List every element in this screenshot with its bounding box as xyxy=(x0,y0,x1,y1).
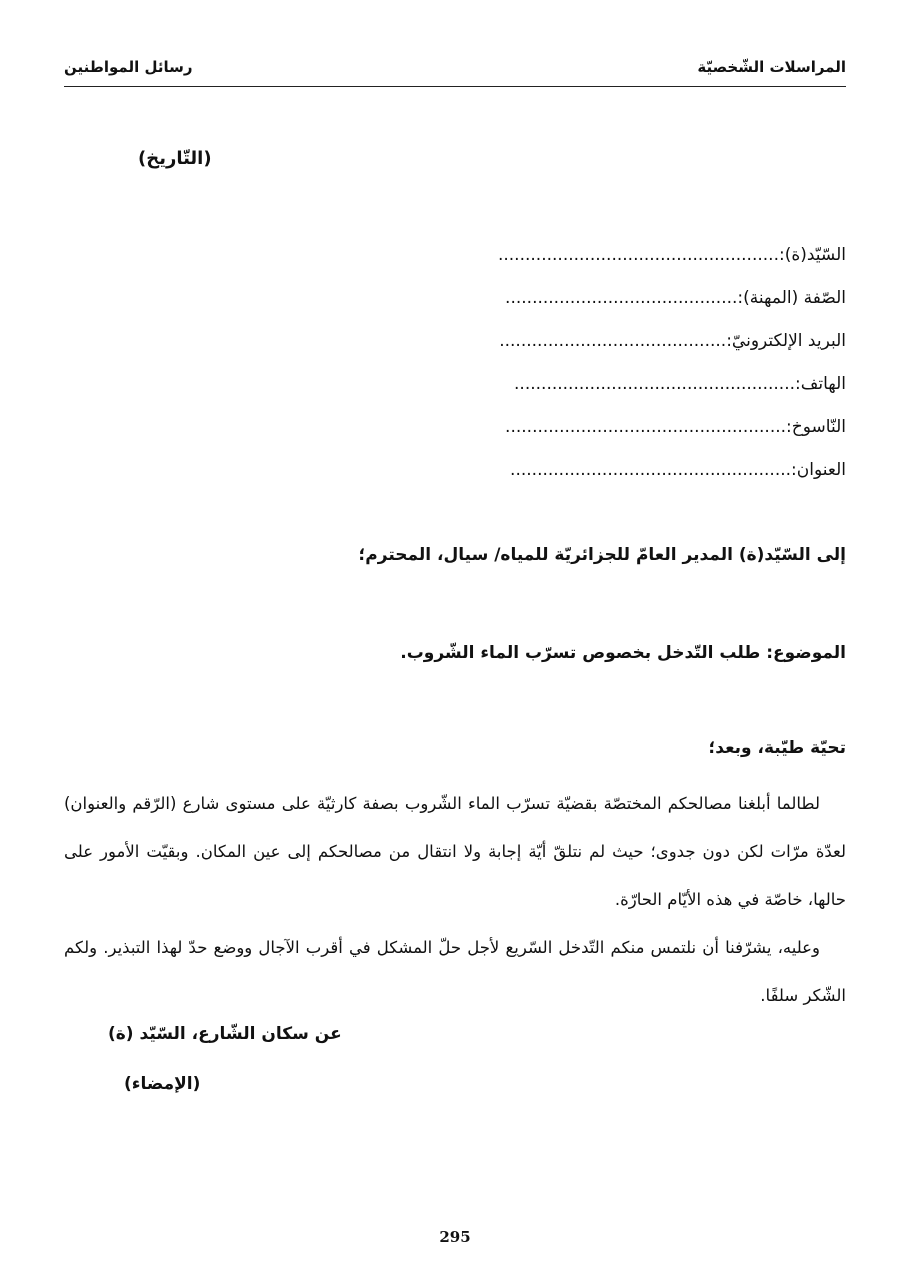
fill-in-dots: .................................................... xyxy=(497,245,779,265)
body-paragraph: لطالما أبلغنا مصالحكم المختصّة بقضيّة تسرّب الماء الشّروب بصفة كارثيّة على مستوى شارع (الرّقم والعنوان) لعدّة مرّات لكن دون جدوى؛ حيث لم نتلقّ أيّة إجابة ولا انتقال من مصالحكم إلى عين المكان. وبقيّت الأمور على حالها، خاصّة في هذه الأيّام الحارّة. xyxy=(64,794,846,909)
sender-email-field xyxy=(426,326,846,369)
body-paragraph: وعليه، يشرّفنا أن نلتمس منكم التّدخل السّريع لأجل حلّ المشكل في أقرب الآجال ووضع حدّ لهذا التبذير. ولكم الشّكر سلفًا. xyxy=(64,938,846,1005)
signoff-line: عن سكان الشّارع، السّيّد (ة) xyxy=(108,1024,342,1044)
letter-body xyxy=(64,780,846,1020)
field-label: السّيّد(ة): xyxy=(778,245,846,265)
fill-in-dots: ........................................... xyxy=(505,288,738,308)
sender-name-field xyxy=(426,240,846,283)
sender-fax-field xyxy=(426,412,846,455)
greeting-line: تحيّة طيّبة، وبعد؛ xyxy=(708,738,846,758)
field-label: العنوان: xyxy=(791,460,846,480)
header-section-title: المراسلات الشّخصيّة xyxy=(697,58,846,76)
sender-profession-field xyxy=(426,283,846,326)
sender-phone-field xyxy=(426,369,846,412)
fill-in-dots: .................................................... xyxy=(505,417,787,437)
recipient-line: إلى السّيّد(ة) المدير العامّ للجزائريّة للمياه/ سيال، المحترم؛ xyxy=(358,545,846,565)
signature-placeholder: (الإمضاء) xyxy=(124,1074,201,1094)
fill-in-dots: .................................................... xyxy=(514,374,796,394)
date-placeholder: (التّاريخ) xyxy=(138,148,212,169)
fill-in-dots: .......................................... xyxy=(499,331,727,351)
page-number: 295 xyxy=(439,1228,471,1246)
sender-address-field xyxy=(426,455,846,498)
sender-fields xyxy=(426,240,846,498)
field-label: البريد الإلكترونيّ: xyxy=(726,331,846,351)
subject-line: الموضوع: طلب التّدخل بخصوص تسرّب الماء الشّروب. xyxy=(400,643,846,663)
field-label: النّاسوخ: xyxy=(786,417,846,437)
fill-in-dots: .................................................... xyxy=(510,460,792,480)
running-header xyxy=(64,58,846,87)
field-label: الصّفة (المهنة): xyxy=(737,288,846,308)
field-label: الهاتف: xyxy=(795,374,846,394)
header-chapter-title: رسائل المواطنين xyxy=(64,58,193,76)
